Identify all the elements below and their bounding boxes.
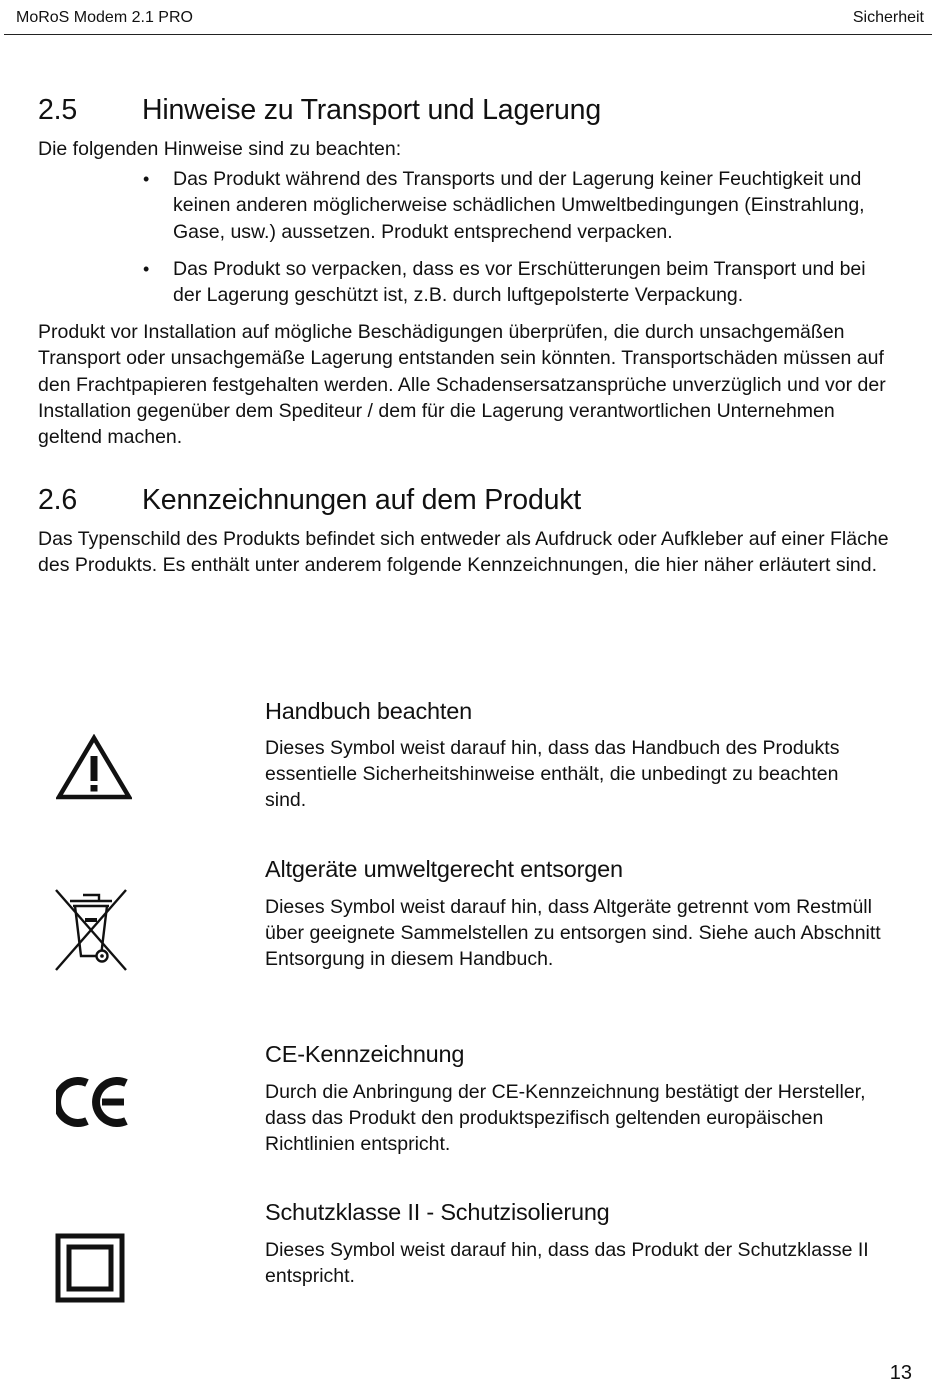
- section-2-5-heading: [38, 88, 898, 132]
- page-number: 13: [889, 1362, 912, 1384]
- page-content: [38, 88, 898, 579]
- section-title: Hinweise zu Transport und Lagerung: [142, 94, 601, 126]
- crossed-bin-icon: [52, 888, 130, 972]
- symbol-title: Handbuch beachten: [265, 698, 472, 724]
- header-chapter-title: Sicherheit: [852, 9, 924, 26]
- section-2-6-paragraph: Das Typenschild des Produkts befindet sich entweder als Aufdruck oder Aufkleber auf einer Fläche des Produkts. Es enthält unter anderem folgende Kennzeichnungen, die hier näher erläutert sind.: [38, 528, 889, 577]
- page-header: [4, 0, 932, 35]
- symbol-description: Dieses Symbol weist darauf hin, dass Altgeräte getrennt vom Restmüll über geeignete Sammelstellen zu entsorgen sind. Siehe auch Abschnitt Entsorgung in diesem Handbuch.: [265, 896, 881, 971]
- symbol-description: Dieses Symbol weist darauf hin, dass das Produkt der Schutzklasse II entspricht.: [265, 1239, 869, 1288]
- header-document-title: MoRoS Modem 2.1 PRO: [16, 9, 193, 26]
- symbol-title: CE-Kennzeichnung: [265, 1041, 465, 1067]
- section-title: Kennzeichnungen auf dem Produkt: [142, 484, 582, 517]
- double-square-icon: [55, 1233, 125, 1303]
- section-number: 2.5: [38, 94, 78, 126]
- symbol-description: Durch die Anbringung der CE-Kennzeichnung bestätigt der Hersteller, dass das Produkt den produktspezifisch geltenden europäischen Richtlinien entspricht.: [265, 1081, 866, 1156]
- section-2-5-paragraph: Produkt vor Installation auf mögliche Beschädigungen überprüfen, die durch unsachgemäßen Transport oder unsachgemäße Lagerung entstanden sein könnten. Transportschäden müssen auf den Frachtpapieren festgehalten werden. Alle Schadensersatzansprüche unverzüglich und vor der Installation gegenüber dem Spediteur / dem für die Lagerung verantwortlichen Unternehmen geltend machen.: [38, 321, 886, 449]
- symbol-title: Schutzklasse II - Schutzisolierung: [265, 1199, 610, 1225]
- bullet-list: [38, 166, 898, 308]
- ce-mark-icon: [56, 1076, 130, 1128]
- symbol-title: Altgeräte umweltgerecht entsorgen: [265, 856, 623, 882]
- section-2-6-heading: [38, 478, 898, 522]
- warning-triangle-icon: [56, 734, 132, 800]
- section-2-5-intro: Die folgenden Hinweise sind zu beachten:: [38, 138, 402, 160]
- list-item: • Das Produkt so verpacken, dass es vor Erschütterungen beim Transport und bei der Lagerung geschützt ist, z.B. durch luftgepolsterte Verpackung.: [173, 256, 888, 308]
- list-item: • Das Produkt während des Transports und der Lagerung keiner Feuchtigkeit und keinen anderen möglicherweise schädlichen Umweltbedingungen (Einstrahlung, Gase, usw.) aussetzen. Produkt entsprechend verpacken.: [173, 166, 888, 245]
- symbol-description: Dieses Symbol weist darauf hin, dass das Handbuch des Produkts essentielle Sicherheitshinweise enthält, die unbedingt zu beachten sind.: [265, 737, 840, 812]
- section-number: 2.6: [38, 484, 78, 517]
